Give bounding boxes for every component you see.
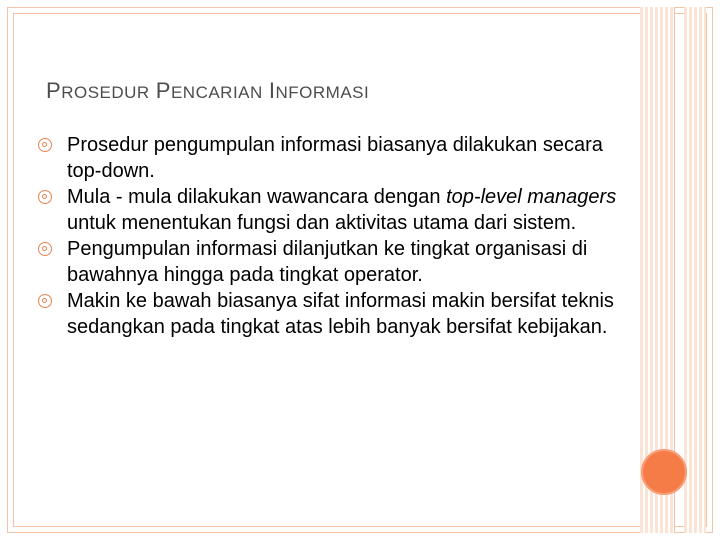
decorative-stripe-right bbox=[684, 7, 706, 533]
title-initial: P bbox=[46, 78, 62, 103]
bullet-item bbox=[38, 236, 628, 288]
bullet-text: untuk menentukan fungsi dan aktivitas utama dari sistem. bbox=[67, 212, 577, 234]
decorative-circle bbox=[641, 449, 687, 495]
gear-flower-icon bbox=[38, 138, 52, 152]
bullet-list bbox=[38, 132, 628, 340]
title-word: ENCARIAN bbox=[170, 83, 263, 102]
title-initial: P bbox=[155, 78, 171, 103]
bullet-text: top-level managers bbox=[446, 186, 617, 208]
bullet-text: Mula - mula dilakukan wawancara dengan bbox=[67, 186, 447, 208]
bullet-item bbox=[38, 184, 628, 236]
title-word: ROSEDUR bbox=[61, 83, 150, 102]
bullet-item bbox=[38, 132, 628, 184]
slide-title bbox=[46, 78, 369, 104]
title-initial: I bbox=[268, 78, 276, 103]
gear-flower-icon bbox=[38, 190, 52, 204]
bullet-item bbox=[38, 288, 628, 340]
bullet-text: Makin ke bawah biasanya sifat informasi makin bersifat teknis sedangkan pada tingkat atas lebih banyak bersifat kebijakan. bbox=[67, 290, 614, 338]
bullet-text: Pengumpulan informasi dilanjutkan ke tingkat organisasi di bawahnya hingga pada tingkat operator. bbox=[67, 238, 588, 286]
gear-flower-icon bbox=[38, 242, 52, 256]
title-word: NFORMASI bbox=[275, 83, 370, 102]
bullet-text: Prosedur pengumpulan informasi biasanya dilakukan secara top-down. bbox=[67, 134, 603, 182]
gear-flower-icon bbox=[38, 294, 52, 308]
